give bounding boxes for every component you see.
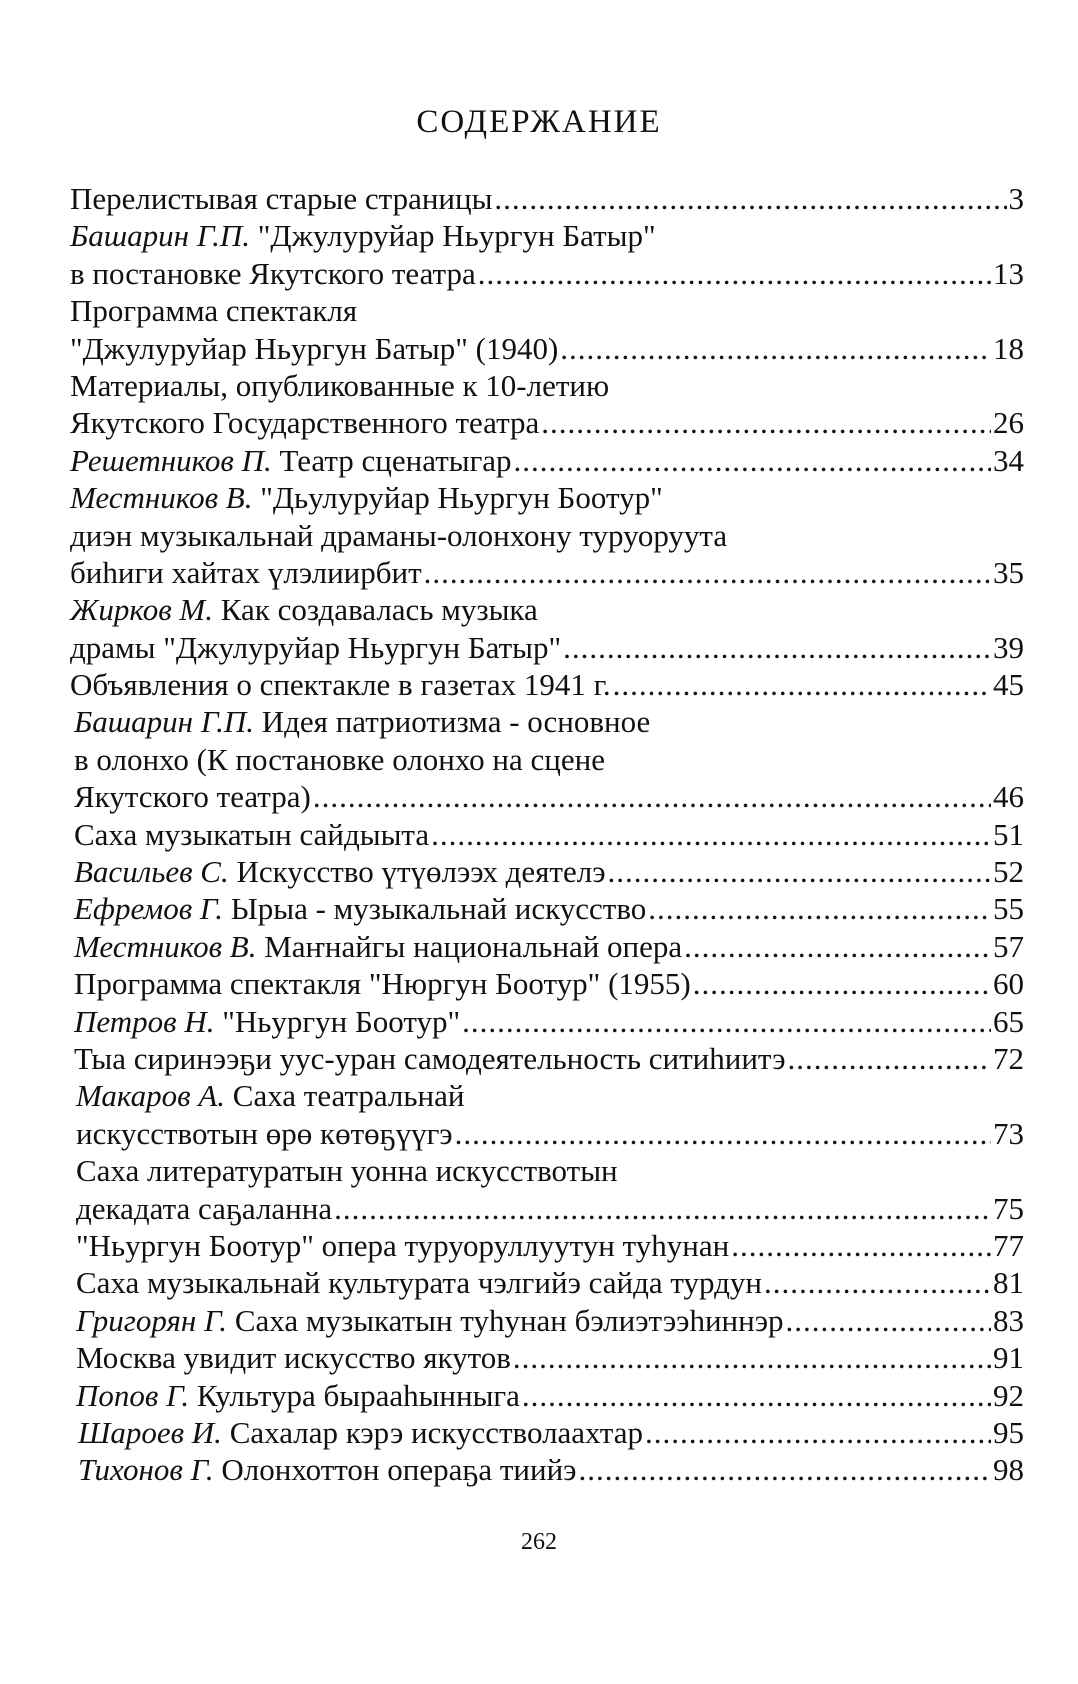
page-number: 262: [521, 1529, 557, 1555]
dot-leader: [455, 1115, 991, 1152]
toc-title: Как создавалась музыка: [213, 592, 538, 628]
dot-leader: [334, 1190, 991, 1227]
toc-entry: [70, 255, 1024, 292]
toc-entry: [70, 703, 1024, 740]
dot-leader: [684, 928, 991, 965]
toc-page-number: 26: [993, 405, 1024, 441]
toc-page-number: 45: [993, 667, 1024, 703]
toc-page-number: 35: [993, 554, 1024, 590]
toc-author: Ефремов Г.: [74, 891, 223, 927]
toc-entry-text: [74, 928, 682, 965]
toc-entry: [70, 1377, 1024, 1414]
toc-author: Петров Н.: [74, 1003, 215, 1039]
toc-entry: [70, 1040, 1024, 1077]
toc-page-number: 75: [993, 1190, 1024, 1226]
toc-entry-text: [76, 1302, 784, 1339]
toc-entry-text: [70, 368, 609, 403]
toc-entry-text: [74, 853, 606, 890]
toc-title: "Джулуруйар Ньургун Батыр": [250, 218, 656, 254]
toc-page-number: 39: [993, 629, 1024, 665]
toc-page-number: 98: [993, 1452, 1024, 1488]
toc-entry-text: [74, 742, 605, 777]
dot-leader: [522, 1377, 991, 1414]
toc-page-number: 52: [993, 854, 1024, 890]
toc-entry: [70, 1264, 1024, 1301]
toc-entry-text: [74, 890, 646, 927]
toc-entry: [70, 1414, 1024, 1451]
toc-entry-text: [74, 704, 650, 739]
toc-title: Саха литературатын уонна искусствотын: [76, 1153, 618, 1189]
dot-leader: [513, 1339, 991, 1376]
dot-leader: [560, 330, 991, 367]
toc-title: Саха театральнай: [225, 1078, 465, 1114]
dot-leader: [313, 778, 991, 815]
toc-page-number: 72: [993, 1040, 1024, 1076]
toc-page-number: 46: [993, 779, 1024, 815]
toc-entry: [70, 1302, 1024, 1339]
toc-entry: [70, 1115, 1024, 1152]
dot-leader: [424, 554, 991, 591]
toc-entry-text: [76, 1339, 511, 1376]
toc-page-number: 81: [993, 1265, 1024, 1301]
toc-entry: [70, 404, 1024, 441]
toc-page-number: 57: [993, 928, 1024, 964]
toc-title: Тыа сиринээҕи уус-уран самодеятельность ситиһиитэ: [74, 1040, 786, 1076]
toc-entry: [70, 1451, 1024, 1488]
toc-entry: [70, 292, 1024, 329]
toc-author: Григорян Г.: [76, 1302, 228, 1338]
toc-entry: [70, 442, 1024, 479]
toc-entry: [70, 180, 1024, 217]
toc-author: Макаров А.: [76, 1078, 226, 1114]
toc-entry: [70, 1339, 1024, 1376]
toc-author: Башарин Г.П.: [70, 218, 251, 254]
toc-title: "Ньургун Боотур": [214, 1003, 461, 1039]
toc-entry: [70, 1152, 1024, 1189]
toc-title: в олонхо (К постановке олонхо на сцене: [74, 741, 605, 777]
toc-title: Ырыа - музыкальнай искусство: [222, 891, 647, 927]
dot-leader: [613, 666, 991, 703]
toc-page-number: 3: [1008, 181, 1024, 216]
toc-title: Сахалар кэрэ искусстволаахтар: [221, 1414, 643, 1450]
toc-page-number: 83: [993, 1302, 1024, 1338]
toc-entry-text: [70, 592, 538, 627]
toc-entry: [70, 367, 1024, 404]
toc-entry-text: [76, 1190, 332, 1227]
toc-title: биһиги хайтах үлэлиирбит: [70, 554, 422, 590]
toc-title: "Дьулуруйар Ньургун Боотур": [252, 480, 663, 516]
toc-author: Местников В.: [74, 928, 257, 964]
toc-title: Материалы, опубликованные к 10-летию: [70, 367, 610, 403]
dot-leader: [494, 180, 1006, 217]
toc-entry-text: [70, 666, 611, 703]
toc-page-number: 55: [993, 891, 1024, 927]
toc-title: Якутского Государственного театра: [70, 405, 540, 441]
toc-entry-text: [70, 554, 422, 591]
page-title: СОДЕРЖАНИЕ: [416, 104, 662, 140]
dot-leader: [788, 1040, 991, 1077]
toc-author: Жирков М.: [70, 592, 213, 628]
toc-entry: [70, 591, 1024, 628]
toc-entry-text: [70, 518, 727, 553]
toc-entry-text: [70, 293, 357, 328]
toc-entry: [70, 965, 1024, 1002]
dot-leader: [648, 890, 991, 927]
toc-entry-text: [70, 330, 558, 367]
toc-entry-text: [70, 255, 476, 292]
toc-entry: [70, 217, 1024, 254]
toc-entry: [70, 554, 1024, 591]
toc-author: Башарин Г.П.: [74, 704, 255, 740]
toc-page-number: 73: [993, 1115, 1024, 1151]
toc-title: Москва увидит искусство якутов: [76, 1340, 511, 1376]
toc-entry-text: [74, 778, 311, 815]
toc-entry-text: [74, 816, 429, 853]
toc-title: Саха музыкатын туһунан бэлиэтээһиннэр: [227, 1302, 784, 1338]
toc-title: Маҥнайгы национальнай опера: [256, 928, 683, 964]
toc-title: Идея патриотизма - основное: [254, 704, 651, 740]
toc-entry: [70, 928, 1024, 965]
toc-entry-text: [70, 218, 656, 253]
toc-entry: [70, 666, 1024, 703]
toc-entry-text: [70, 629, 561, 666]
toc-page-number: 18: [993, 330, 1024, 366]
toc-entry: [70, 1003, 1024, 1040]
toc-entry: [70, 778, 1024, 815]
dot-leader: [764, 1264, 991, 1301]
toc-entry-text: [70, 442, 512, 479]
toc-entry-text: [74, 1003, 460, 1040]
toc-author: Местников В.: [70, 480, 253, 516]
toc-entry-text: [76, 1115, 453, 1152]
toc-entry: [70, 479, 1024, 516]
toc-page-number: 51: [993, 816, 1024, 852]
dot-leader: [541, 404, 991, 441]
toc-title: Саха музыкатын сайдыыта: [74, 816, 430, 852]
toc-author: Шароев И.: [78, 1414, 222, 1450]
toc-entry-text: [78, 1414, 643, 1451]
dot-leader: [693, 965, 991, 1002]
toc-entry-text: [78, 1451, 576, 1488]
toc-entry: [70, 1227, 1024, 1264]
toc-entry-text: [70, 180, 492, 217]
dot-leader: [514, 442, 991, 479]
toc-page-number: 13: [993, 255, 1024, 291]
toc-page-number: 92: [993, 1377, 1024, 1413]
toc-title: "Ньургун Боотур" опера туруоруллуутун туһунан: [76, 1227, 730, 1263]
toc-entry: [70, 816, 1024, 853]
toc-entry-text: [74, 965, 691, 1002]
toc-title: "Джулуруйар Ньургун Батыр" (1940): [70, 330, 559, 366]
dot-leader: [431, 816, 991, 853]
toc-title: Якутского театра): [74, 779, 311, 815]
toc-author: Васильев С.: [74, 854, 229, 890]
toc-title: Программа спектакля "Нюргун Боотур" (1955): [74, 966, 691, 1002]
toc-title: драмы "Джулуруйар Ньургун Батыр": [70, 629, 562, 665]
toc-entry: [70, 517, 1024, 554]
dot-leader: [563, 629, 991, 666]
toc-page-number: 95: [993, 1414, 1024, 1450]
toc-title: Искусство үтүөлээх деятелэ: [228, 854, 606, 890]
toc-entry: [70, 741, 1024, 778]
toc-page-number: 77: [993, 1227, 1024, 1263]
toc-entry-text: [76, 1153, 618, 1188]
toc-page-number: 65: [993, 1003, 1024, 1039]
toc-author: Попов Г.: [76, 1377, 190, 1413]
toc-title: Объявления о спектакле в газетах 1941 г.: [70, 667, 611, 703]
toc-entry-text: [70, 480, 663, 515]
toc-entry: [70, 1077, 1024, 1114]
toc-title: в постановке Якутского театра: [70, 255, 476, 291]
dot-leader: [645, 1414, 991, 1451]
toc-entry-text: [76, 1078, 464, 1113]
toc-entry-text: [76, 1227, 729, 1264]
toc-page-number: 60: [993, 966, 1024, 1002]
toc-page-number: 34: [993, 442, 1024, 478]
toc-title: Перелистывая старые страницы: [70, 181, 493, 216]
dot-leader: [462, 1003, 991, 1040]
dot-leader: [786, 1302, 991, 1339]
toc-entry: [70, 890, 1024, 927]
toc-title: Театр сценатыгар: [271, 442, 512, 478]
toc-title: Саха музыкальнай культурата чэлгийэ сайда турдун: [76, 1265, 762, 1301]
dot-leader: [608, 853, 991, 890]
toc-entry: [70, 330, 1024, 367]
toc-entry: [70, 1190, 1024, 1227]
toc-title: диэн музыкальнай драманы-олонхону туруоруута: [70, 517, 728, 553]
toc-entry-text: [70, 404, 539, 441]
toc-author: Тихонов Г.: [78, 1452, 214, 1488]
table-of-contents: [70, 180, 1024, 1489]
toc-title: декадата саҕаланна: [76, 1190, 333, 1226]
toc-entry: [70, 629, 1024, 666]
dot-leader: [731, 1227, 991, 1264]
toc-entry-text: [76, 1377, 520, 1414]
toc-title: искусствотын өрө көтөҕүүгэ: [76, 1115, 453, 1151]
toc-title: Культура бырааһынныга: [189, 1377, 520, 1413]
dot-leader: [478, 255, 991, 292]
toc-entry-text: [74, 1040, 786, 1077]
toc-page-number: 91: [993, 1340, 1024, 1376]
toc-author: Решетников П.: [70, 442, 272, 478]
dot-leader: [578, 1451, 991, 1488]
toc-title: Программа спектакля: [70, 293, 358, 329]
toc-title: Олонхоттон операҕа тиийэ: [213, 1452, 577, 1488]
toc-entry: [70, 853, 1024, 890]
toc-entry-text: [76, 1264, 762, 1301]
